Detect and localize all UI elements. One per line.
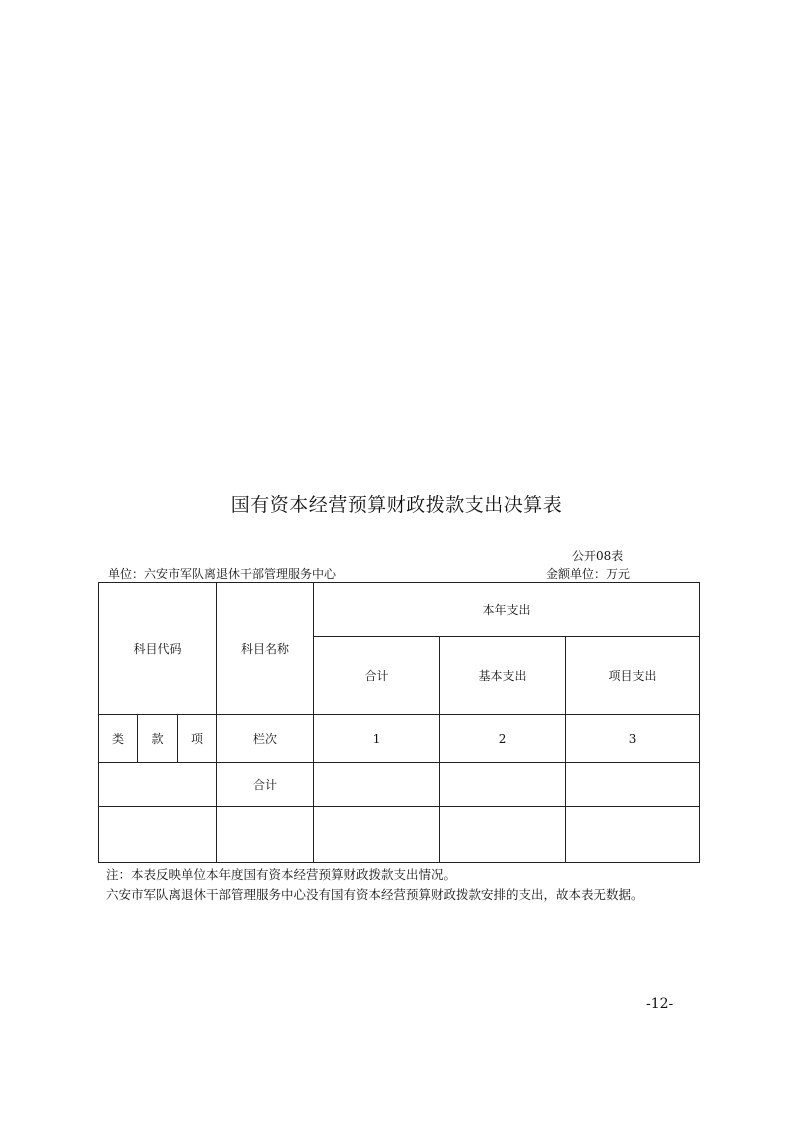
table-row [99,807,700,863]
table-note: 注：本表反映单位本年度国有资本经营预算财政拨款支出情况。 [106,867,457,882]
basic-expense-header: 基本支出 [440,637,566,715]
total-row-project-cell [566,763,700,807]
total-row-code-cell [99,763,217,807]
lei-header: 类 [99,715,138,763]
table-row [99,763,700,807]
no-data-explanation: 六安市军队离退休干部管理服务中心没有国有资本经营预算财政拨款安排的支出，故本表无数据。 [106,887,644,902]
total-row-basic-cell [440,763,566,807]
empty-row-total-cell [314,807,440,863]
column-number-1: 1 [314,715,440,763]
total-row-total-cell [314,763,440,807]
column-number-3: 3 [566,715,700,763]
kuan-header: 款 [138,715,178,763]
xiang-header: 项 [178,715,217,763]
page-number: -12- [646,996,674,1012]
unit-label: 单位：六安市军队离退休干部管理服务中心 [108,567,337,581]
total-column-header: 合计 [314,637,440,715]
current-year-expense-header: 本年支出 [314,583,700,637]
project-expense-header: 项目支出 [566,637,700,715]
empty-row-name-cell [217,807,314,863]
empty-row-basic-cell [440,807,566,863]
money-unit-label: 金额单位：万元 [546,567,631,581]
report-title: 国有资本经营预算财政拨款支出决算表 [230,494,563,516]
lanci-header: 栏次 [217,715,314,763]
subject-code-header: 科目代码 [99,583,217,715]
subject-name-header: 科目名称 [217,583,314,715]
empty-row-code-cell [99,807,217,863]
expense-table [98,582,700,863]
total-row-label: 合计 [217,763,314,807]
form-number: 公开08表 [572,549,624,563]
column-number-2: 2 [440,715,566,763]
empty-row-project-cell [566,807,700,863]
